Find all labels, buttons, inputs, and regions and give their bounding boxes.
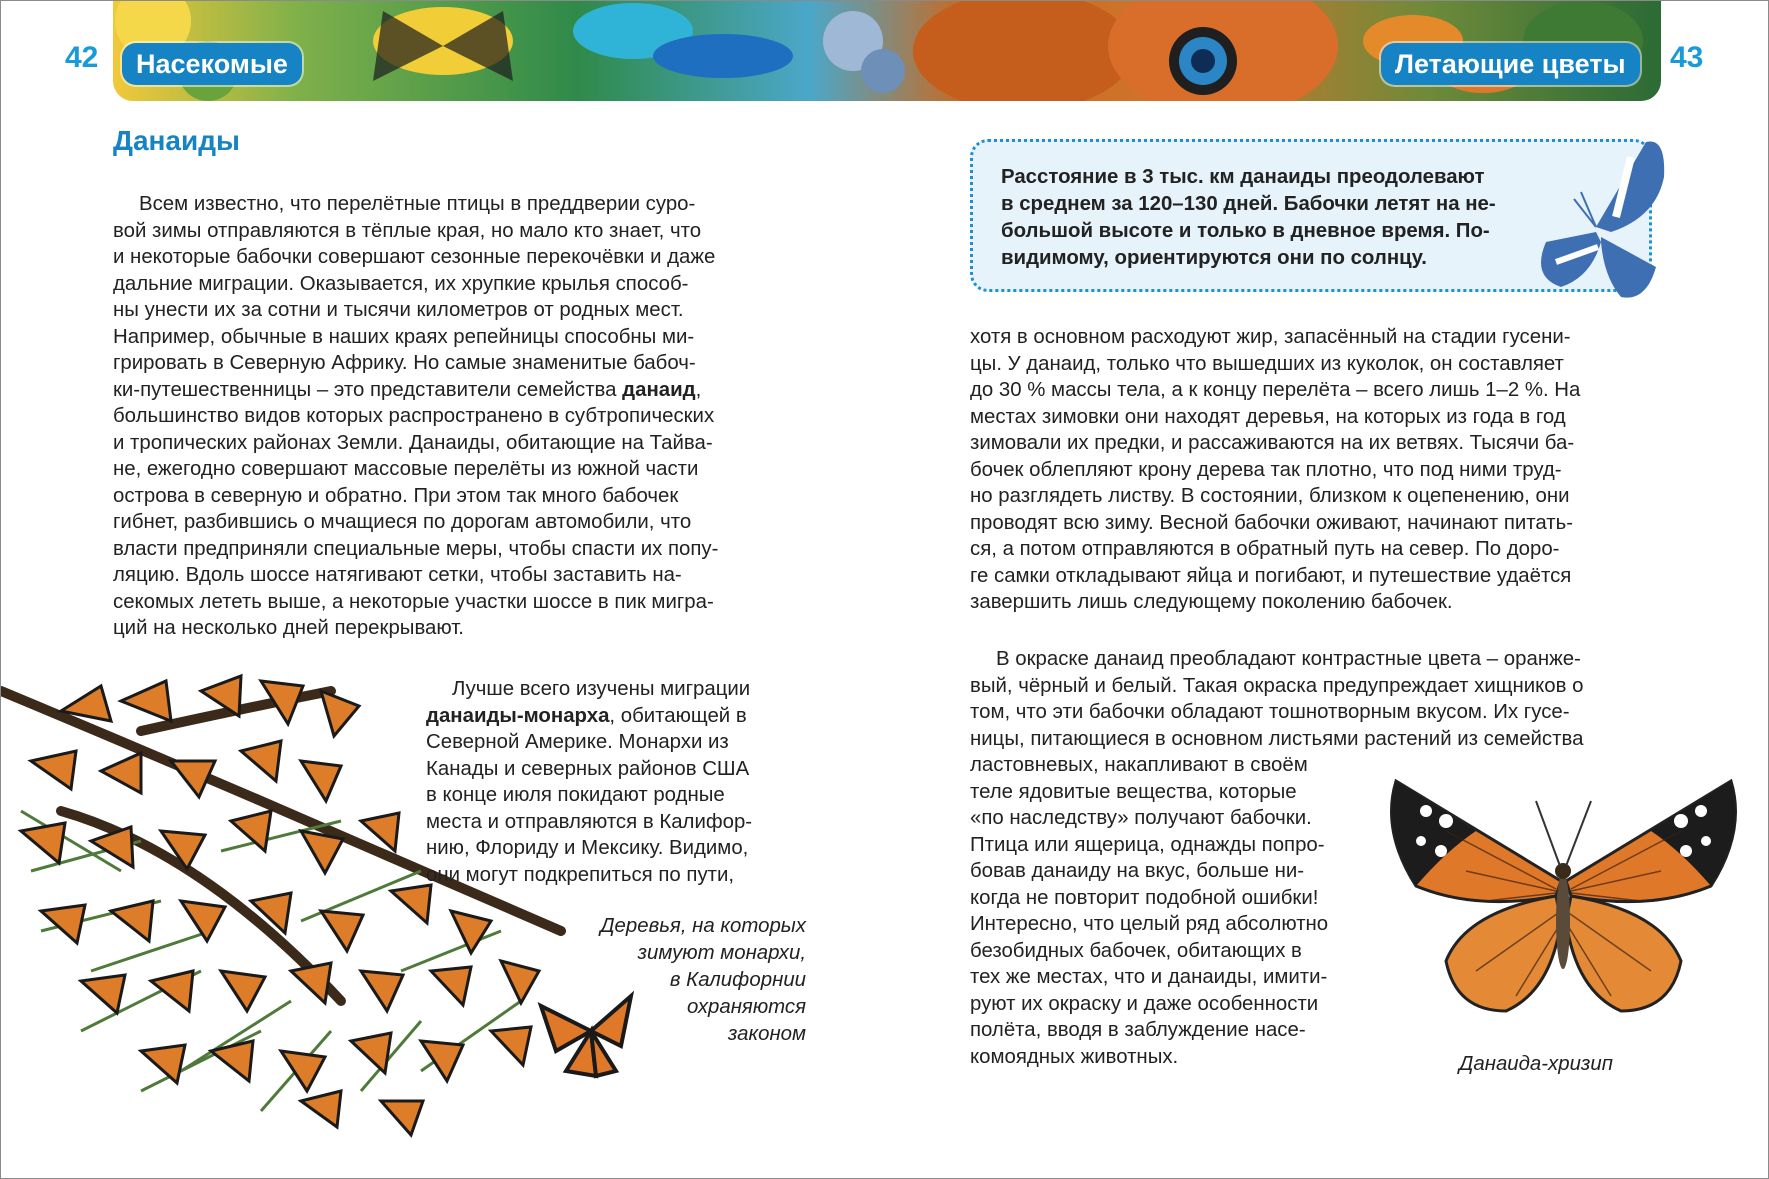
caption-monarch-trees [561,913,806,1048]
text-line: в конце июля покидают родные [426,784,725,806]
text-line: хотя в основном расходуют жир, запасённый на стадии гусени- [970,326,1571,348]
blue-butterfly-icon [1536,137,1676,307]
caption-line: охраняются [686,996,806,1018]
caption-line: законом [727,1023,806,1045]
paragraph-intro [113,191,807,642]
text-line: завершить лишь следующему поколению бабочек. [970,591,1453,613]
text-line: дальние миграции. Оказывается, их хрупкие крылья способ- [113,272,689,295]
text-line: комоядных животных. [970,1045,1179,1068]
text-line: Лучше всего изучены миграции [452,678,751,700]
fact-box-text [1001,164,1541,272]
text-line: безобидных бабочек, обитающих в [970,939,1302,962]
text-line: нию, Флориду и Мексику. Видимо, [426,837,749,859]
paragraph-coloration [970,646,1660,752]
text-line: Расстояние в 3 тыс. км данаиды преодолевают [1001,166,1485,188]
text-line: том, что эти бабочки обладают тошнотворным вкусом. Их гусе- [970,701,1570,723]
text-line: тех же местах, что и данаиды, имити- [970,966,1328,988]
paragraph-coloration-continued [970,752,1362,1070]
text-line: и некоторые бабочки совершают сезонные перекочёвки и даже [113,246,716,268]
bold-term-monarch: данаиды-монарха [426,704,610,727]
page-number-right: 43 [1670,41,1704,74]
caption-line: зимуют монархи, [637,942,806,964]
text-line: местах зимовки они находят деревья, на которых из года в год [970,405,1566,428]
caption-line: Деревья, на которых [600,915,806,937]
text-line: теле ядовитые вещества, которые [970,780,1297,803]
text-span: , [695,378,702,401]
text-line: Интересно, что целый ряд абсолютно [970,913,1329,935]
text-line: большой высоте и только в дневное время. По- [1001,220,1490,242]
text-span: ки-путешественницы – это представители семейства [113,378,623,401]
text-line: ций на несколько дней перекрывают. [113,617,464,639]
text-line: бочек облепляют крону дерева так плотно, что под ними труд- [970,458,1562,481]
caption-chrysippus: Данаида-хризип [1459,1053,1613,1075]
text-line: когда не повторит подобной ошибки! [970,886,1319,909]
article-title: Данаиды [113,125,240,156]
text-line: ницы, питающиеся в основном листьями растений из семейства [970,727,1584,750]
text-line: Канады и северных районов США [426,757,750,780]
text-line: Всем известно, что перелётные птицы в преддверии суро- [139,193,696,215]
text-line: в среднем за 120–130 дней. Бабочки летят на не- [1001,193,1496,215]
text-line: цы. У данаид, только что вышедших из куколок, он составляет [970,352,1564,375]
section-badge-left: Насекомые [122,43,302,85]
text-line: и тропических районах Земли. Данаиды, обитающие на Тайва- [113,431,713,454]
text-line: секомых лететь выше, а некоторые участки шоссе в пик мигра- [113,590,714,613]
text-line [426,703,808,730]
text-line: бовав данаиду на вкус, больше ни- [970,860,1305,882]
text-line: до 30 % массы тела, а к концу перелёта – всего лишь 1–2 %. На [970,379,1581,401]
text-line: «по наследству» получают бабочки. [970,807,1312,829]
text-line: В окраске данаид преобладают контрастные цвета – оранже- [996,648,1581,670]
text-line: ластовневых, накапливают в своём [970,754,1308,776]
paragraph-monarch [426,676,808,888]
text-line: не, ежегодно совершают массовые перелёты из южной части [113,458,699,480]
text-line [113,377,807,404]
text-line: но разглядеть листву. В состоянии, близком к оцепенению, они [970,485,1570,507]
section-badge-right: Летающие цветы [1381,43,1640,85]
text-line: вый, чёрный и белый. Такая окраска предупреждает хищников о [970,674,1584,697]
text-span: , обитающей в [609,704,747,727]
text-line: они могут подкрепиться по пути, [426,863,735,886]
caption-line: в Калифорнии [669,969,806,991]
text-line: ляцию. Вдоль шоссе натягивают сетки, чтобы заставить на- [113,564,682,586]
bold-term-danaids: данаид [622,378,696,401]
text-line: ся, а потом отправляются в обратный путь на север. По доро- [970,538,1560,560]
text-line: зимовали их предки, и рассаживаются на их ветвях. Тысячи ба- [970,432,1575,454]
text-line: места и отправляются в Калифор- [426,810,753,833]
text-line: видимому, ориентируются они по солнцу. [1001,247,1427,269]
text-line: гибнет, разбившись о мчащиеся по дорогам автомобили, что [113,511,692,533]
text-line: грировать в Северную Африку. Но самые знаменитые бабоч- [113,352,696,374]
danaus-chrysippus-illustration [1386,771,1741,1051]
text-line: Птица или ящерица, однажды попро- [970,833,1325,856]
page-number-left: 42 [65,41,99,74]
text-line: большинство видов которых распространено в субтропических [113,405,715,427]
text-line: острова в северную и обратно. При этом так много бабочек [113,484,679,507]
paragraph-wintering [970,324,1660,616]
text-line: руют их окраску и даже особенности [970,992,1319,1015]
text-line: Например, обычные в наших краях репейницы способны ми- [113,325,695,348]
text-line: проводят всю зиму. Весной бабочки оживают, начинают питать- [970,511,1574,534]
text-line: Северной Америке. Монархи из [426,731,729,753]
text-line: вой зимы отправляются в тёплые края, но мало кто знает, что [113,219,702,242]
text-line: ны унести их за сотни и тысячи километров от родных мест. [113,299,684,321]
text-line: ге самки откладывают яйца и погибают, и путешествие удаётся [970,564,1572,587]
text-line: полёта, вводя в заблуждение насе- [970,1019,1306,1041]
text-line: власти предприняли специальные меры, чтобы спасти их попу- [113,537,719,560]
